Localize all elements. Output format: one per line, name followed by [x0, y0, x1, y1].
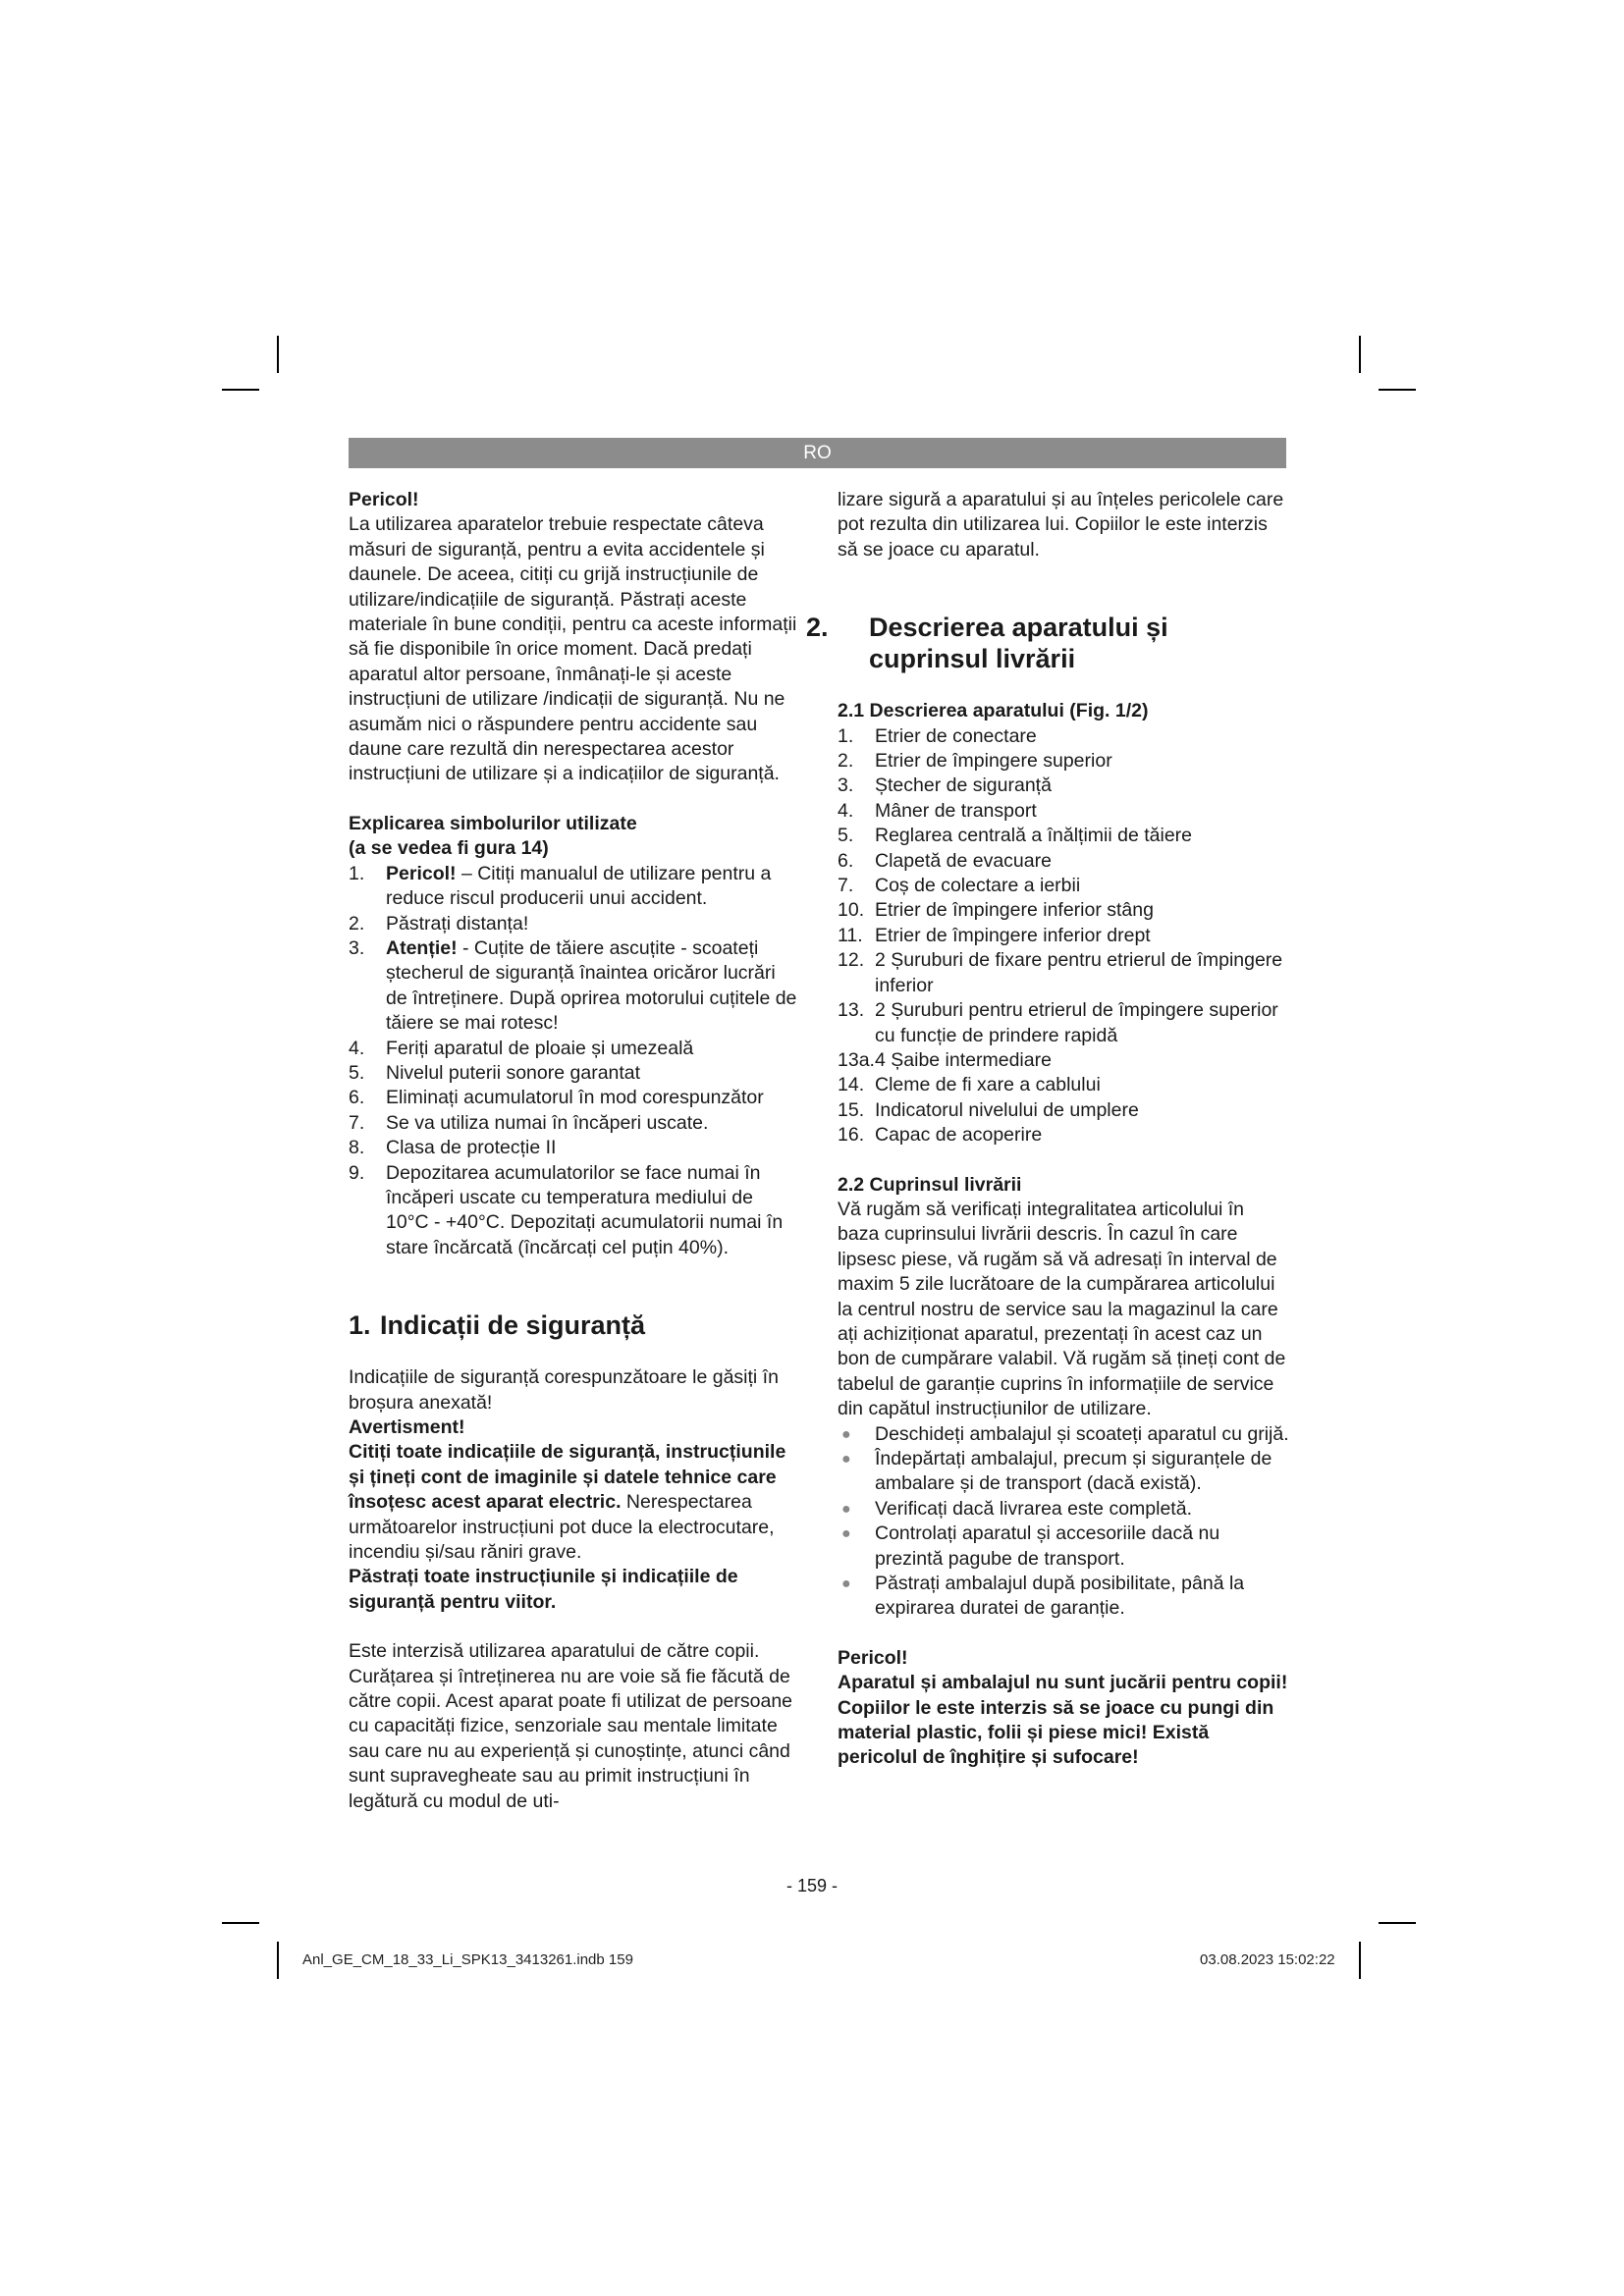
- list-item: 7. Coș de colectare a ierbii: [838, 875, 1081, 897]
- list-item: 1. Pericol! – Citiți manualul de utilizare pentru a reduce riscul producerii unui accident.: [349, 862, 772, 910]
- list-item: 8. Clasa de protecție II: [349, 1137, 557, 1159]
- left-column: [349, 488, 800, 1814]
- list-item: 13. 2 Șuruburi pentru etrierul de împingere superior cu funcție de prindere rapidă: [838, 999, 1278, 1046]
- list-item: 11. Etrier de împingere inferior drept: [838, 924, 1151, 946]
- danger-heading: Pericol!: [349, 489, 419, 510]
- list-item: 2. Păstrați distanța!: [349, 912, 529, 934]
- danger-paragraph: La utilizarea aparatelor trebuie respectate câteva măsuri de siguranță, pentru a evita accidentele și daunele. De aceea, citiți cu grijă instrucțiunile de utilizare/indicațiile de siguranță. Păstrați aceste materiale în bune condiții, pentru ca aceste informații să fie disponibile în orice moment. Dacă predați aparatul altor persoane, înmânați-le și aceste instrucțiuni de utilizare /indicații de siguranță. Nu ne asumăm nici o răspundere pentru accidente sau daune care rezultă din nerespectarea acestor instrucțiuni de utilizare și a indicațiilor de siguranță.: [349, 513, 797, 785]
- bullet-icon: ●: [841, 1500, 851, 1518]
- list-item: 12. 2 Șuruburi de fixare pentru etrierul de împingere inferior: [838, 949, 1283, 996]
- crop-mark: [222, 389, 259, 391]
- list-item: 3. Ștecher de siguranță: [838, 774, 1052, 797]
- crop-mark: [1379, 389, 1416, 391]
- list-item: 1. Etrier de conectare: [838, 724, 1037, 747]
- children-paragraph: Este interzisă utilizarea aparatului de către copii. Curățarea și întreținerea nu are voie să fie făcută de către copii. Acest aparat poate fi utilizat de persoane cu capacități fizice, senzoriale sau mentale limitate sau care nu au experiență și cunoștințe, atunci când sunt supravegheate sau au primit instrucțiuni în legătură cu modul de uti-: [349, 1640, 793, 1812]
- crop-mark: [1359, 336, 1361, 373]
- list-item: 6. Clapetă de evacuare: [838, 849, 1052, 872]
- warning-paragraph: Citiți toate indicațiile de siguranță, instrucțiunile și țineți cont de imaginile și datele tehnice care însoțesc acest aparat electric. Nerespectarea următoarelor instrucțiuni pot duce la electrocutare, incendiu și/sau răniri grave.: [349, 1441, 786, 1564]
- list-item: 4. Feriți aparatul de ploaie și umezeală: [349, 1037, 694, 1059]
- language-label: RO: [803, 442, 832, 463]
- crop-mark: [1359, 1942, 1361, 1979]
- crop-mark: [277, 336, 279, 373]
- delivery-checklist: [838, 1422, 1289, 1622]
- list-item: 5. Nivelul puterii sonore garantat: [349, 1061, 641, 1084]
- list-item: 15. Indicatorul nivelului de umplere: [838, 1098, 1139, 1121]
- list-item: ● Controlați aparatul și accesoriile dacă nu prezintă pagube de transport.: [841, 1522, 1220, 1570]
- bullet-icon: ●: [841, 1525, 851, 1543]
- symbols-subheading: (a se vedea fi gura 14): [349, 837, 549, 860]
- danger-heading-2: Pericol!: [838, 1646, 908, 1669]
- bullet-icon: ●: [841, 1451, 851, 1468]
- page-number: - 159 -: [785, 1876, 839, 1896]
- danger-paragraph-2: Aparatul și ambalajul nu sunt jucării pentru copii! Copiilor le este interzis să se joace cu pungi din material plastic, folii și piese mici! Există pericolul de înghițire și sufocare!: [838, 1672, 1288, 1769]
- right-column: [806, 488, 1289, 1771]
- list-item: 13a. 4 Șaibe intermediare: [838, 1048, 1052, 1071]
- list-item: ● Păstrați ambalajul după posibilitate, până la expirarea duratei de garanție.: [841, 1573, 1245, 1620]
- subsection-2-2-heading: 2.2 Cuprinsul livrării: [838, 1173, 1022, 1196]
- continuation-paragraph: lizare sigură a aparatului și au înțeles pericolele care pot rezulta din utilizarea lui. Copiilor le este interzis să se joace cu aparatul.: [838, 489, 1284, 561]
- section-1-heading: 1. Indicații de siguranță: [349, 1310, 646, 1341]
- symbols-list: [349, 862, 800, 1261]
- list-item: ● Verificați dacă livrarea este completă.: [838, 1497, 1289, 1522]
- list-item: 9. Depozitarea acumulatorilor se face numai în încăperi uscate cu temperatura mediului de 10°C - +40°C. Depozitați acumulatorii numai în stare încărcată (încărcați cel puțin 40%).: [349, 1161, 784, 1258]
- symbols-heading: Explicarea simbolurilor utilizate: [349, 812, 637, 834]
- crop-mark: [222, 1922, 259, 1924]
- print-file-name: Anl_GE_CM_18_33_Li_SPK13_3413261.indb 159: [302, 1951, 633, 1968]
- crop-mark: [277, 1942, 279, 1979]
- section-1-intro: Indicațiile de siguranță corespunzătoare le găsiți în broșura anexată!: [349, 1366, 779, 1414]
- crop-mark: [1379, 1922, 1416, 1924]
- list-item: 6. Eliminați acumulatorul în mod corespunzător: [349, 1087, 764, 1109]
- bullet-icon: ●: [841, 1575, 851, 1593]
- keep-instructions-note: Păstrați toate instrucțiunile și indicațiile de siguranță pentru viitor.: [349, 1566, 738, 1613]
- list-item: 5. Reglarea centrală a înălțimii de tăiere: [838, 825, 1193, 847]
- warning-heading: Avertisment!: [349, 1416, 465, 1438]
- section-2-heading: 2. Descrierea aparatului și cuprinsul livrării: [806, 613, 1168, 674]
- bullet-icon: ●: [841, 1425, 851, 1443]
- list-item: 16. Capac de acoperire: [838, 1124, 1043, 1147]
- list-item: ● Îndepărtați ambalajul, precum și siguranțele de ambalare și de transport (dacă există).: [841, 1448, 1272, 1495]
- list-item: 14. Cleme de fi xare a cablului: [838, 1074, 1101, 1096]
- parts-list: [838, 724, 1289, 1148]
- list-item: 3. Atenție! - Cuțite de tăiere ascuțite - scoateți ștecherul de siguranță înaintea oricăror lucrări de întreținere. După oprirea motorului cuțitele de tăiere se mai rotesc!: [349, 936, 797, 1035]
- list-item: 4. Mâner de transport: [838, 799, 1037, 822]
- delivery-paragraph: Vă rugăm să verificați integralitatea articolului în baza cuprinsului livrării descris. În cazul în care lipsesc piese, vă rugăm să vă adresați în interval de maxim 5 zile lucrătoare de la cumpărarea articolului la centrul nostru de service sau la magazinul la care ați achiziționat aparatul, prezentați în acest caz un bon de cumpărare valabil. Vă rugăm să țineți cont de tabelul de garanție cuprins în informațiile de service din capătul instrucțiunilor de utilizare.: [838, 1198, 1286, 1420]
- subsection-2-1-heading: 2.1 Descrierea aparatului (Fig. 1/2): [838, 700, 1149, 722]
- list-item: 7. Se va utiliza numai în încăperi uscate.: [349, 1111, 709, 1134]
- list-item: ● Deschideți ambalajul și scoateți aparatul cu grijă.: [838, 1422, 1289, 1447]
- print-timestamp: 03.08.2023 15:02:22: [1200, 1951, 1335, 1968]
- language-header-bar: [349, 438, 1286, 468]
- list-item: 2. Etrier de împingere superior: [838, 750, 1112, 773]
- list-item: 10. Etrier de împingere inferior stâng: [838, 899, 1154, 922]
